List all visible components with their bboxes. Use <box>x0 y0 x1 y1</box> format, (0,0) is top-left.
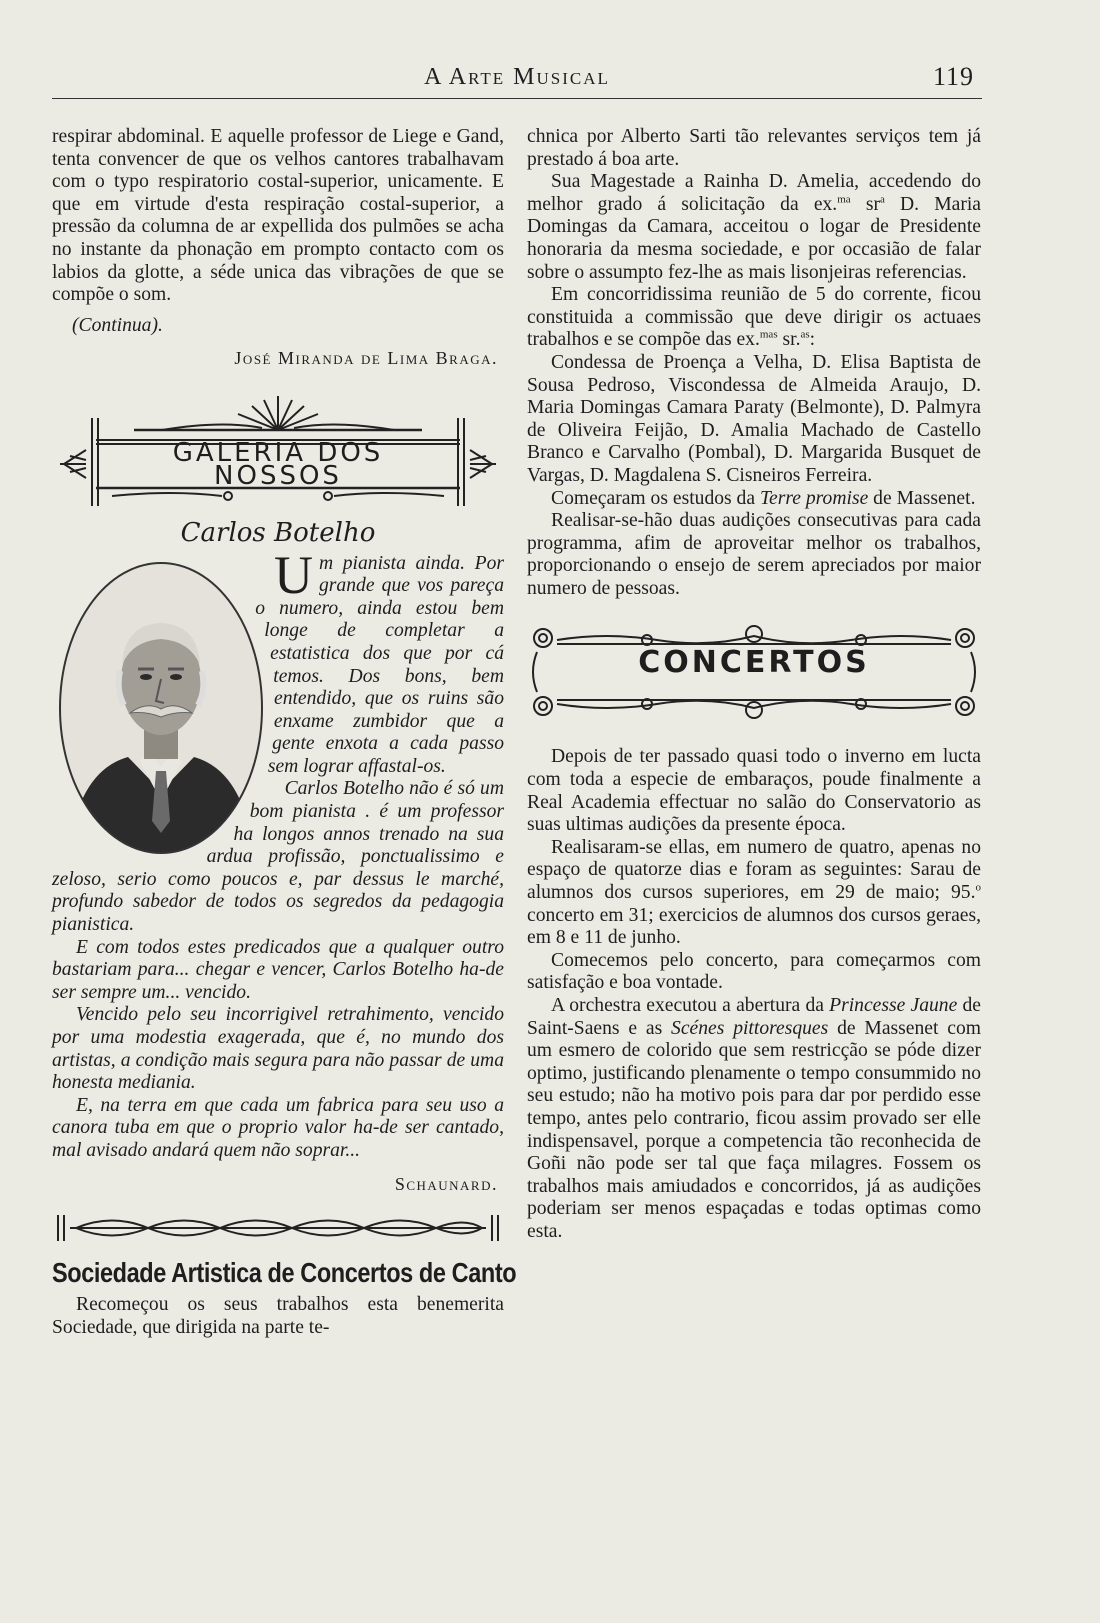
sociedade-paragraph-5: Começaram os estudos da Terre promise de Massenet. <box>551 487 976 509</box>
article-continuation: respirar abdominal. E aquelle professor de Liege e Gand, tenta convencer de que os velhos cantores trabalhavam com o typo respiratorio costal-superior, unicamente. E que em virtude d'esta respiração costal-superior, a pressão da columna de ar expellida dos pulmões se acha no instante da phonação em prompto contacto com os labios da glotte, a séde unica das vibrações de que se compõe o som. <box>52 126 504 306</box>
bio-paragraph-5: E, na terra em que cada um fabrica para seu uso a canora tuba em que o proprio valor ha-de ser cantado, mal avisado andará quem não soprar... <box>52 1094 504 1161</box>
concertos-paragraph-2: Realisaram-se ellas, em numero de quatro, apenas no espaço de quatorze dias e foram as seguintes: Sarau de alumnos dos cursos superiores, em 29 de maio; 95.$^o$ concerto em 31; exercicios de alumnos dos cursos geraes, em 8 e 11 de junho. <box>527 836 981 949</box>
bio-paragraph-1: m pianista ainda. Por grande que vos pareça o numero, ainda estou bem longe de completar a estatistica dos que por cá temos. Dos bons, bem entendido, que os ruins são enxame zumbidor que a gente enxota a cada passo sem lograr affastal-os. <box>255 552 504 777</box>
bio-paragraph-3: E com todos estes predicados que a qualquer outro bastariam para... chegar e vencer, Carlos Botelho ha-de ser sempre um... vencido. <box>52 936 504 1003</box>
sociedade-paragraph-2: chnica por Alberto Sarti tão relevantes serviços tem já prestado á boa arte. <box>527 126 981 170</box>
bio-paragraph-2: Carlos Botelho não é só um bom pianista . é um professor ha longos annos trenado na sua ardua profissão, ponctualissimo e zeloso, serio como poucos e, par dessus le marché, profundo sabedor de todos os segredos da pedagogia pianistica. <box>52 778 504 936</box>
left-column <box>52 126 517 1340</box>
page-number: 119 <box>932 62 974 91</box>
ornamental-rule-icon <box>52 1211 504 1245</box>
concertos-paragraph-4: A orchestra executou a abertura da Princesse Jaune de Saint-Saens e as Scénes pittoresques de Massenet com um esmero de colorido que sem restricção se póde dizer optimo, justificando plenamente o tempo consummido no seu estudo; não ha motivo pois para dar por perdido esse tempo, antes pelo contrario, ficou assim provado ser elle indispensavel, porque a competencia tão reconhecida de Goñi não pode ser tal que faça milagres. Fossem os trabalhos mais amiudados e concorridos, já as audições poderiam ser menos espaçadas e todas optimas como esta. <box>527 995 981 1242</box>
sociedade-paragraph-1: Recomeçou os seus trabalhos esta benemerita Sociedade, que dirigida na parte te- <box>52 1294 504 1338</box>
running-header <box>52 58 982 99</box>
biography <box>52 544 504 1163</box>
bio-signature: Schaunard. <box>394 1173 498 1194</box>
concertos-title: CONCERTOS <box>638 645 870 681</box>
galeria-title: GALERIA DOS NOSSOS <box>172 437 384 491</box>
sociedade-heading: Sociedade Artistica de Concertos de Canto <box>52 1256 517 1288</box>
sociedade-paragraph-6: Realisar-se-hão duas audições consecutivas para cada programma, afim de aproveitar melhor os trabalhos, proporcionando o ensejo de serem apreciados por maior numero de pessoas. <box>527 510 981 599</box>
sociedade-paragraph-3: Sua Magestade a Rainha D. Amelia, accedendo do melhor grado á solicitação da ex.$^{ma}$ $sr^a$ D. Maria Domingas da Camara, acceitou o logar de Presidente honoraria da mesma sociedade, e por occasião de falar sobre o assumpto fez-lhe as mais lisonjeiras referencias. <box>527 171 981 283</box>
right-column <box>527 126 981 1244</box>
sociedade-paragraph-4: Em concorridissima reunião de 5 do corrente, ficou constituida a commissão que deve dirigir os actuaes trabalhos e se compõe das ex.$^{mas}$ sr.$^{as}$: <box>527 284 981 351</box>
concertos-heading <box>527 622 981 722</box>
continued-note: (Continua). <box>72 314 163 336</box>
galeria-heading <box>52 384 504 516</box>
journal-title: A Arte Musical <box>424 64 610 90</box>
commission-members: Condessa de Proença a Velha, D. Elisa Baptista de Sousa Pedroso, Viscondessa de Almeida Araujo, D. Maria Domingas Camara Paraty (Belmonte), D. Palmyra de Oliveira Feijão, D. Amalia Machado de Castello Branco e Carvalho (Pombal), D. Margarida Busquet de Vargas, D. Magdalena S. Cisneiros Ferreira. <box>527 351 981 486</box>
bio-paragraph-4: Vencido pelo seu incorrigivel retrahimento, vencido por uma modestia exagerada, que é, no mundo dos artistas, a condição mais segura para não passar de uma honesta mediania. <box>52 1004 504 1094</box>
portrait-engraving-icon <box>58 561 264 855</box>
portrait-caption: Carlos Botelho <box>180 517 376 548</box>
author-signature: José Miranda de Lima Braga. <box>234 348 498 369</box>
concertos-paragraph-1: Depois de ter passado quasi todo o inverno em lucta com toda a especie de embaraços, poude finalmente a Real Academia effectuar no salão do Conservatorio as suas ultimas audições da presente época. <box>527 746 981 836</box>
concertos-paragraph-3: Comecemos pelo concerto, para começarmos com satisfação e boa vontade. <box>527 949 981 994</box>
drop-cap: U <box>274 544 313 605</box>
